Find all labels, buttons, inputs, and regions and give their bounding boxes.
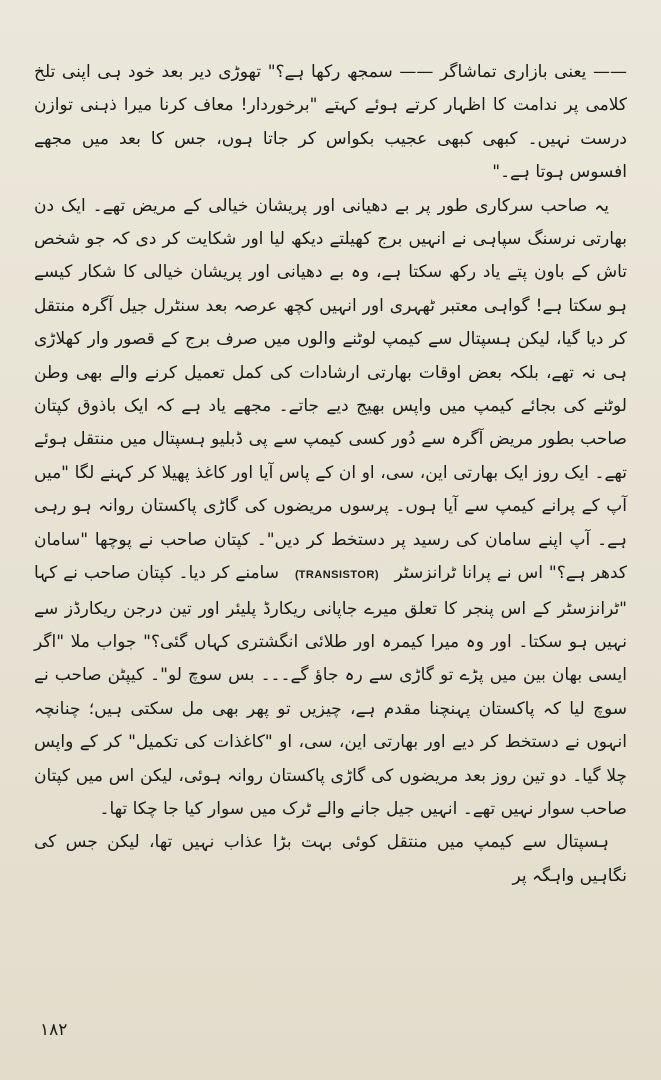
page-text — [34, 56, 627, 893]
paragraph-2-text-after: سامنے کر دیا۔ کپتان صاحب نے کہا "ٹرانزسٹر کے اس پنجر کا تعلق میرے جاپانی ریکارڈ پلیئر اور تین درجن ریکارڈز سے نہیں ہو سکتا۔ اور وہ میرا کیمرہ اور طلائی انگشتری کہاں گئی؟" جواب ملا "اگر ایسی بھان بین میں پڑے تو گاڑی سے رہ جاؤ گے۔۔۔ بس سوچ لو"۔ کیپٹن صاحب نے سوچ لیا کہ پاکستان پہنچنا مقدم ہے، چیزیں تو پھر بھی مل سکتی ہیں؛ چنانچہ انہوں نے دستخط کر دیے اور بھارتی این، سی، او "کاغذات کی تکمیل" کر کے واپس چلا گیا۔ دو تین روز بعد مریضوں کی گاڑی پاکستان روانہ ہوئی، لیکن اس میں کپتان صاحب سوار نہیں تھے۔ انہیں جیل جانے والے ٹرک میں سوار کیا جا چکا تھا۔ — [34, 563, 627, 819]
paragraph-3 — [34, 826, 627, 893]
paragraph-1-text: —— یعنی بازاری تماشاگر —— سمجھ رکھا ہے؟" تھوڑی دیر بعد خود ہی اپنی تلخ کلامی پر ندامت کا اظہار کرتے ہوئے کہتے "برخوردار! معاف کرنا میرا ذہنی توازن درست نہیں۔ کبھی کبھی عجیب بکواس کر جاتا ہوں، جس کا بعد میں مجھے افسوس ہوتا ہے۔" — [34, 62, 627, 183]
paragraph-2 — [34, 190, 627, 827]
paragraph-2-text-before: یہ صاحب سرکاری طور پر بے دھیانی اور پریشان خیالی کے مریض تھے۔ ایک دن بھارتی نرسنگ سپاہی نے انہیں برج کھیلتے دیکھ لیا اور شکایت کر دی کہ جو شخص تاش کے باون پتے یاد رکھ سکتا ہے، وہ بے دھیانی اور پریشان خیالی کا شکار کیسے ہو سکتا ہے! گواہی معتبر ٹھہری اور انہیں کچھ عرصہ بعد سنٹرل جیل آگرہ منتقل کر دیا گیا، لیکن ہسپتال سے کیمپ لوٹنے والوں میں صرف برج کے قصور وار کھلاڑی ہی نہ تھے، بلکہ بعض اوقات بھارتی ارشادات کی کمل تعمیل کرنے والے بھی وطن لوٹنے کی بجائے کیمپ میں واپس بھیج دیے جاتے۔ مجھے یاد ہے کہ ایک باذوق کپتان صاحب بطور مریض آگرہ سے دُور کسی کیمپ سے پی ڈبلیو ہسپتال میں منتقل ہوئے تھے۔ ایک روز ایک بھارتی این، سی، او ان کے پاس آیا اور کاغذ پھیلا کر کہنے لگا "میں آپ کے پرانے کیمپ سے آیا ہوں۔ پرسوں مریضوں کی گاڑی پاکستان روانہ ہو رہی ہے۔ آپ اپنے سامان کی رسید پر دستخط کر دیں"۔ کپتان صاحب نے پوچھا "سامان کدھر ہے؟" اس نے پرانا ٹرانزسٹر — [34, 195, 628, 584]
transistor-english-term: (TRANSISTOR) — [294, 569, 379, 582]
page-number: ۱۸۲ — [40, 1020, 68, 1040]
paragraph-1 — [34, 56, 627, 190]
paragraph-3-text: ہسپتال سے کیمپ میں منتقل کوئی بہت بڑا عذاب نہیں تھا، لیکن جس کی نگاہیں واہگہ پر — [34, 832, 627, 886]
